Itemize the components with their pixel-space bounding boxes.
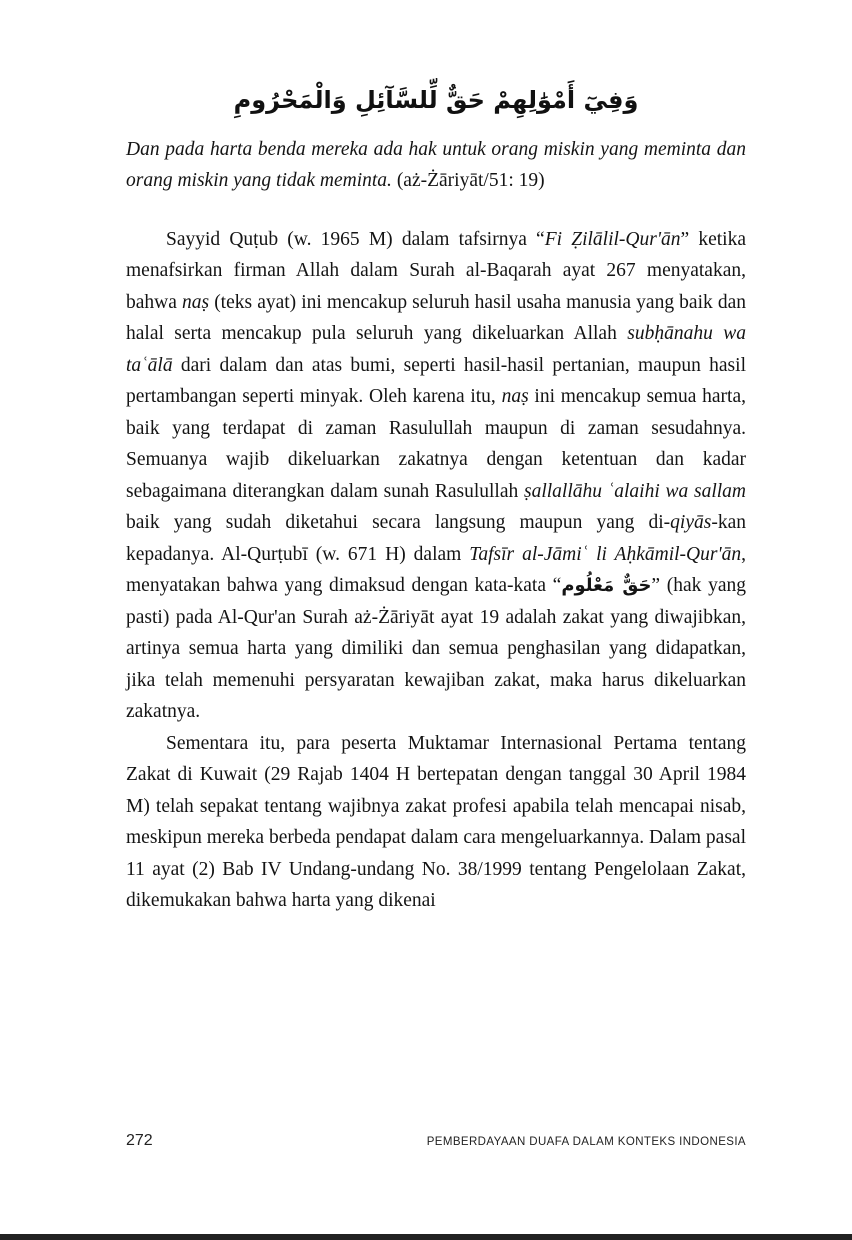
arabic-verse: وَفِيٓ أَمْوَٰلِهِمْ حَقٌّ لِّلسَّآئِلِ وَالْمَحْرُومِ <box>233 86 639 114</box>
page-footer <box>126 1132 746 1150</box>
paragraph: Sayyid Quṭub (w. 1965 M) dalam tafsirnya “Fi Ẓilālil-Qur'ān” ketika menafsirkan firman Allah dalam Surah al-Baqarah ayat 267 menyatakan, bahwa naṣ (teks ayat) ini mencakup seluruh hasil usaha manusia yang baik dan halal serta mencakup pula seluruh yang dikeluarkan Allah subḥānahu wa taʿālā dari dalam dan atas bumi, seperti hasil-hasil pertanian, maupun hasil pertambangan seperti minyak. Oleh karena itu, naṣ ini mencakup semua harta, baik yang terdapat di zaman Rasulullah maupun di zaman sesudahnya. Semuanya wajib dikeluarkan zakatnya dengan ketentuan dan kadar sebagaimana diterangkan dalam sunah Rasulullah ṣallallāhu ʿalaihi wa sallam baik yang sudah diketahui secara langsung maupun yang di-qiyās-kan kepadanya. Al-Qurṭubī (w. 671 H) dalam Tafsīr al-Jāmiʿ li Aḥkāmil-Qur'ān, menyatakan bahwa yang dimaksud dengan kata-kata “حَقٌّ مَعْلُوم” (hak yang pasti) pada Al-Qur'an Surah aż-Żāriyāt ayat 19 adalah zakat yang diwajibkan, artinya semua harta yang dimiliki dan semua penghasilan yang didapatkan, jika telah memenuhi persyaratan kewajiban zakat, maka harus dikeluarkan zakatnya. <box>126 228 747 723</box>
page-content <box>126 84 746 917</box>
verse-translation: Dan pada harta benda mereka ada hak untuk orang miskin yang meminta dan orang miskin yang tidak meminta. (aż-Żāriyāt/51: 19) <box>126 138 746 191</box>
running-title: PEMBERDAYAAN DUAFA DALAM KONTEKS INDONESIA <box>426 1136 746 1148</box>
body-text <box>126 224 746 917</box>
paragraph: Sementara itu, para peserta Muktamar Internasional Pertama tentang Zakat di Kuwait (29 Rajab 1404 H bertepatan dengan tanggal 30 April 1984 M) telah sepakat tentang wajibnya zakat profesi apabila telah mencapai nisab, meskipun mereka berbeda pendapat dalam cara mengeluarkannya. Dalam pasal 11 ayat (2) Bab IV Undang-undang No. 38/1999 tentang Pengelolaan Zakat, dikemukakan bahwa harta yang dikenai <box>126 732 746 912</box>
scan-edge-line <box>0 1234 852 1240</box>
page-number: 272 <box>126 1132 153 1149</box>
